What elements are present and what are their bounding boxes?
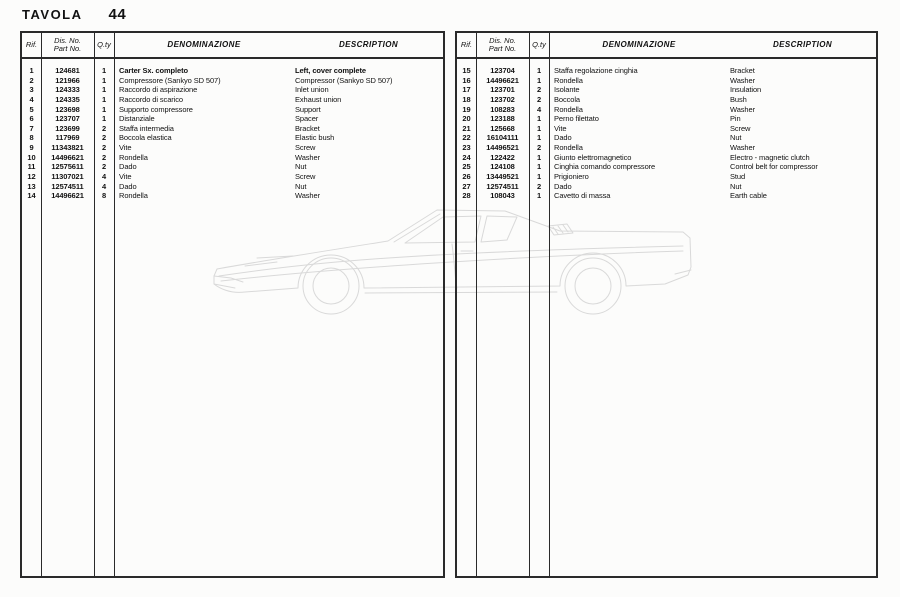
cell-description: Washer [730, 104, 755, 114]
cell-qty: 1 [101, 66, 107, 75]
tavola-label: TAVOLA [22, 7, 83, 22]
col-header-denominazione: DENOMINAZIONE [167, 39, 241, 49]
cell-qty: 2 [536, 143, 542, 153]
cell-denominazione: Dado [554, 133, 572, 143]
cell-denominazione: Dado [119, 162, 137, 172]
cell-rif: 20 [462, 114, 471, 124]
cell-denominazione: Boccola elastica [119, 133, 172, 143]
table-body [457, 59, 876, 201]
cell-description: Bush [730, 94, 747, 104]
cell-denominazione: Raccordo di scarico [119, 94, 183, 104]
cell-part-number: 124333 [55, 85, 80, 95]
cell-qty: 1 [536, 191, 542, 201]
cell-description: Washer [730, 143, 755, 153]
cell-denominazione: Rondella [554, 104, 583, 114]
cell-part-number: 124335 [55, 94, 80, 104]
cell-denominazione: Perno filettato [554, 114, 599, 124]
cell-qty: 2 [536, 94, 542, 104]
cell-description: Washer [730, 75, 755, 85]
cell-part-number: 12574511 [51, 181, 84, 191]
col-header-qty: Q.ty [97, 39, 111, 49]
cell-description: Nut [730, 133, 742, 143]
cell-description: Bracket [730, 66, 755, 75]
cell-qty: 1 [536, 152, 542, 162]
cell-qty: 4 [536, 104, 542, 114]
cell-denominazione: Rondella [119, 191, 148, 201]
cell-rif: 1 [29, 66, 34, 75]
table-header-row [457, 33, 876, 59]
cell-rif: 19 [462, 104, 471, 114]
cell-part-number: 13449521 [486, 172, 519, 182]
table-row [22, 153, 443, 163]
table-row [457, 114, 876, 124]
cell-qty: 1 [536, 172, 542, 182]
cell-part-number: 124108 [490, 162, 515, 172]
cell-qty: 1 [536, 75, 542, 85]
cell-rif: 14 [27, 191, 36, 201]
cell-qty: 1 [536, 162, 542, 172]
cell-qty: 1 [101, 75, 107, 85]
cell-description: Left, cover complete [295, 66, 366, 75]
cell-description: Nut [295, 162, 307, 172]
cell-part-number: 123698 [55, 104, 80, 114]
col-header-rif: Rif. [25, 39, 38, 49]
table-row [457, 105, 876, 115]
cell-denominazione: Cinghia comando compressore [554, 162, 656, 172]
cell-description: Washer [295, 152, 320, 162]
cell-part-number: 12575611 [51, 162, 84, 172]
cell-part-number: 14496621 [51, 191, 84, 201]
cell-denominazione: Rondella [554, 75, 583, 85]
cell-description: Nut [295, 181, 307, 191]
cell-rif: 4 [29, 94, 34, 104]
cell-rif: 18 [462, 94, 471, 104]
cell-denominazione: Dado [119, 181, 137, 191]
tavola-number: 44 [108, 6, 127, 23]
cell-denominazione: Isolante [554, 85, 580, 95]
cell-rif: 3 [29, 85, 34, 95]
cell-description: Bracket [295, 123, 320, 133]
cell-denominazione: Staffa regolazione cinghia [554, 66, 638, 75]
cell-denominazione: Distanziale [119, 114, 155, 124]
cell-qty: 2 [101, 143, 107, 153]
cell-rif: 9 [29, 143, 34, 153]
col-header-partno: Dis. No. Part No. [53, 35, 82, 53]
table-row [22, 191, 443, 201]
cell-part-number: 123702 [490, 94, 515, 104]
cell-part-number: 11343821 [51, 143, 84, 153]
cell-part-number: 123188 [490, 114, 515, 124]
cell-denominazione: Vite [119, 172, 132, 182]
cell-qty: 2 [101, 162, 107, 172]
parts-table-right [455, 31, 878, 578]
cell-denominazione: Cavetto di massa [554, 191, 611, 201]
cell-qty: 1 [536, 133, 542, 143]
cell-rif: 7 [29, 123, 34, 133]
cell-rif: 28 [462, 191, 471, 201]
cell-part-number: 123699 [55, 123, 80, 133]
cell-description: Support [295, 104, 321, 114]
cell-rif: 17 [462, 85, 471, 95]
table-row [457, 182, 876, 192]
cell-qty: 1 [536, 114, 542, 124]
cell-part-number: 117969 [55, 133, 80, 143]
cell-qty: 4 [101, 181, 107, 191]
table-row [22, 162, 443, 172]
cell-part-number: 12574511 [486, 181, 519, 191]
cell-denominazione: Vite [119, 143, 132, 153]
cell-part-number: 14496621 [51, 152, 84, 162]
cell-qty: 2 [536, 181, 542, 191]
col-header-description: DESCRIPTION [772, 39, 833, 49]
table-row [457, 162, 876, 172]
cell-qty: 2 [101, 152, 107, 162]
cell-rif: 5 [29, 104, 34, 114]
cell-rif: 12 [27, 172, 36, 182]
cell-denominazione: Prigioniero [554, 172, 589, 182]
cell-part-number: 123707 [55, 114, 80, 124]
cell-description: Screw [730, 123, 751, 133]
table-body [22, 59, 443, 201]
table-row [22, 76, 443, 86]
cell-description: Earth cable [730, 191, 767, 201]
cell-description: Stud [730, 172, 746, 182]
cell-part-number: 121966 [55, 75, 80, 85]
table-row [457, 133, 876, 143]
table-row [457, 85, 876, 95]
cell-description: Screw [295, 143, 316, 153]
cell-qty: 4 [101, 172, 107, 182]
cell-rif: 16 [462, 75, 471, 85]
table-row [22, 143, 443, 153]
cell-description: Elastic bush [295, 133, 335, 143]
cell-qty: 1 [101, 94, 107, 104]
cell-rif: 26 [462, 172, 471, 182]
table-row [457, 143, 876, 153]
cell-rif: 27 [462, 181, 471, 191]
col-header-denominazione: DENOMINAZIONE [602, 39, 676, 49]
cell-denominazione: Rondella [554, 143, 583, 153]
table-header-row [22, 33, 443, 59]
cell-qty: 1 [101, 85, 107, 95]
cell-denominazione: Rondella [119, 152, 148, 162]
cell-description: Exhaust union [295, 94, 342, 104]
cell-description: Washer [295, 191, 320, 201]
cell-rif: 21 [462, 123, 471, 133]
cell-qty: 2 [536, 85, 542, 95]
cell-part-number: 108043 [490, 191, 515, 201]
table-row [22, 124, 443, 134]
cell-rif: 13 [27, 181, 36, 191]
cell-part-number: 14496621 [486, 75, 519, 85]
table-row [457, 191, 876, 201]
cell-qty: 1 [101, 104, 107, 114]
table-row [457, 66, 876, 76]
cell-rif: 24 [462, 152, 471, 162]
table-row [22, 105, 443, 115]
cell-denominazione: Staffa intermedia [119, 123, 174, 133]
cell-denominazione: Dado [554, 181, 572, 191]
table-row [22, 95, 443, 105]
col-header-partno: Dis. No. Part No. [488, 35, 517, 53]
cell-denominazione: Carter Sx. completo [119, 66, 188, 75]
cell-rif: 23 [462, 143, 471, 153]
cell-denominazione: Supporto compressore [119, 104, 193, 114]
cell-qty: 1 [536, 123, 542, 133]
cell-part-number: 123701 [490, 85, 515, 95]
table-row [457, 95, 876, 105]
cell-description: Nut [730, 181, 742, 191]
table-row [457, 153, 876, 163]
cell-rif: 8 [29, 133, 34, 143]
cell-part-number: 125668 [490, 123, 515, 133]
cell-part-number: 123704 [490, 66, 515, 75]
cell-qty: 1 [536, 66, 542, 75]
cell-rif: 22 [462, 133, 471, 143]
table-row [22, 114, 443, 124]
cell-rif: 6 [29, 114, 34, 124]
cell-description: Screw [295, 172, 316, 182]
cell-denominazione: Raccordo di aspirazione [119, 85, 198, 95]
col-header-qty: Q.ty [532, 39, 546, 49]
cell-rif: 10 [27, 152, 36, 162]
cell-description: Electro - magnetic clutch [730, 152, 810, 162]
cell-qty: 1 [101, 114, 107, 124]
table-row [22, 85, 443, 95]
cell-rif: 15 [462, 66, 471, 75]
table-row [457, 172, 876, 182]
cell-part-number: 11307021 [51, 172, 84, 182]
cell-part-number: 108283 [490, 104, 515, 114]
table-row [457, 76, 876, 86]
cell-qty: 8 [101, 191, 107, 201]
cell-qty: 2 [101, 123, 107, 133]
parts-table-left [20, 31, 445, 578]
col-header-rif: Rif. [460, 39, 473, 49]
cell-denominazione: Giunto elettromagnetico [554, 152, 632, 162]
cell-description: Control belt for compressor [730, 162, 818, 172]
cell-description: Compressor (Sankyo SD 507) [295, 75, 393, 85]
cell-part-number: 122422 [490, 152, 515, 162]
cell-denominazione: Boccola [554, 94, 580, 104]
cell-description: Pin [730, 114, 741, 124]
cell-qty: 2 [101, 133, 107, 143]
cell-description: Spacer [295, 114, 319, 124]
table-row [22, 182, 443, 192]
cell-denominazione: Vite [554, 123, 567, 133]
table-row [22, 133, 443, 143]
cell-rif: 25 [462, 162, 471, 172]
col-header-description: DESCRIPTION [338, 39, 399, 49]
cell-part-number: 14496521 [486, 143, 519, 153]
cell-rif: 11 [27, 162, 36, 172]
cell-description: Insulation [730, 85, 762, 95]
cell-rif: 2 [29, 75, 34, 85]
cell-part-number: 16104111 [486, 133, 519, 143]
table-row [22, 66, 443, 76]
page-title [22, 6, 126, 24]
table-row [457, 124, 876, 134]
cell-part-number: 124681 [55, 66, 80, 75]
table-row [22, 172, 443, 182]
cell-description: Inlet union [295, 85, 329, 95]
cell-denominazione: Compressore (Sankyo SD 507) [119, 75, 221, 85]
